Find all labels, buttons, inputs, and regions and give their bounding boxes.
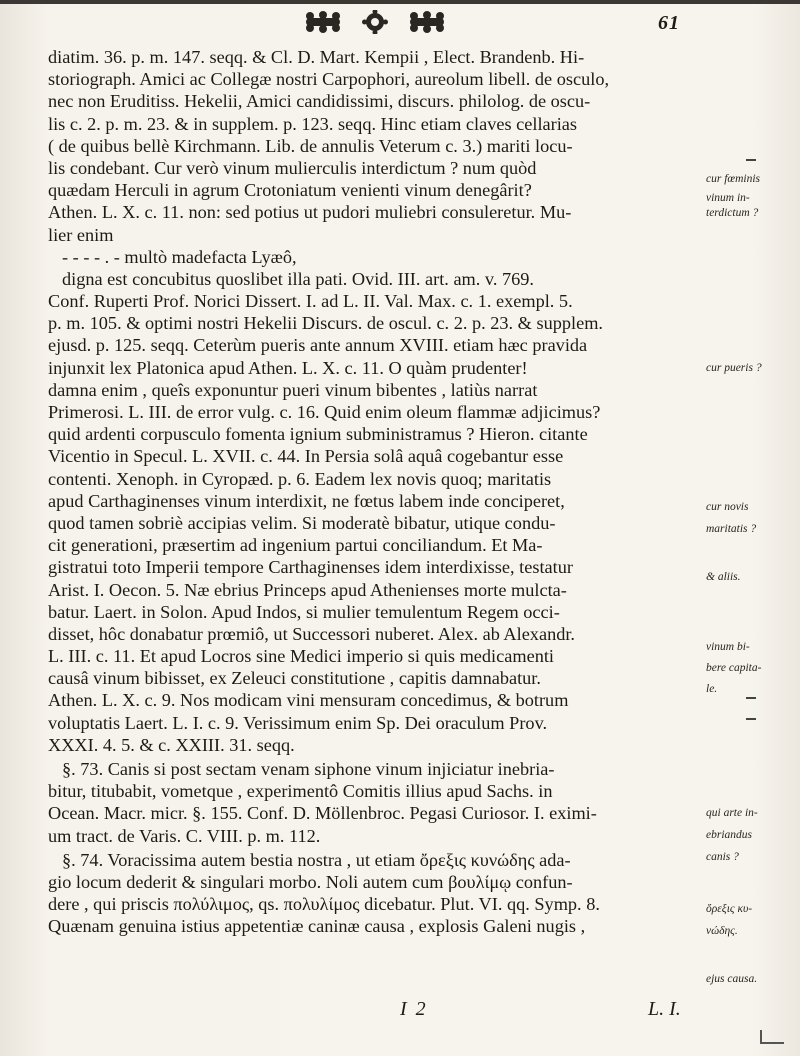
text-line: batur. Laert. in Solon. Apud Indos, si mulier temulentum Regem occi- (48, 601, 560, 622)
text-line: Quænam genuina istius appetentiæ caninæ causa , explosis Galeni nugis , (48, 916, 586, 937)
margin-note: ebriandus (706, 829, 752, 841)
text-line: contenti. Xenoph. in Cyropæd. p. 6. Eadem lex novis quoq; maritatis (48, 468, 552, 489)
margin-note: cur pueris ? (706, 362, 762, 374)
margin-note: qui arte in- (706, 807, 758, 819)
text-line: lis condebant. Cur verò vinum mulierculis interdictum ? num quòd (48, 157, 537, 178)
text-line: Primerosi. L. III. de error vulg. c. 16. Quid enim oleum flammæ adjicimus? (48, 402, 601, 422)
text-line: gio locum dederit & singulari morbo. Noli autem cum βουλίμῳ confun- (48, 871, 573, 892)
text-line: cit generationi, præsertim ad ingenium partui conciliandum. Et Ma- (48, 535, 543, 556)
section-line: §. 74. Voracissima autem bestia nostra , ut etiam ὄρεξις κυνώδης ada- (62, 849, 571, 870)
margin-note: ὄρεξις κυ- (706, 903, 753, 915)
text-line: lis c. 2. p. m. 23. & in supplem. p. 123. seqq. Hinc etiam claves cellarias (48, 113, 578, 134)
margin-dash (746, 159, 756, 161)
text-line: p. m. 105. & optimi nostri Hekelii Discurs. de oscul. c. 2. p. 23. & supplem. (48, 313, 603, 334)
margin-note: bere capita- (706, 662, 762, 674)
margin-note: vinum in- (706, 192, 750, 204)
text-line: disset, hôc donabatur prœmiô, ut Successori nuberet. Alex. ab Alexandr. (48, 623, 575, 644)
text-line: injunxit lex Platonica apud Athen. L. X. c. 11. O quàm prudenter! (48, 357, 528, 378)
text-line: damna enim , queîs exponuntur pueri vinum bibentes , latiùs narrat (48, 379, 538, 400)
text-line: Ocean. Macr. micr. §. 155. Conf. D. Möllenbroc. Pegasi Curiosor. I. eximi- (48, 803, 597, 824)
text-line: quid ardenti corpusculo fomenta ignium subministramus ? Hieron. citante (48, 424, 588, 445)
text-line: diatim. 36. p. m. 147. seqq. & Cl. D. Mart. Kempii , Elect. Brandenb. Hi- (48, 47, 585, 67)
text-line: bitur, titubabit, vometque , experimentô Comitis illius apud Sachs. in (48, 781, 553, 802)
margin-note: cur fœminis (706, 173, 760, 185)
text-line: voluptatis Laert. L. I. c. 9. Verissimum enim Sp. Dei oraculum Prov. (48, 712, 548, 733)
text-line: lier enim (48, 224, 114, 245)
margin-note: canis ? (706, 851, 739, 863)
text-line: quædam Herculi in agrum Crotoniatum venienti vinum denegârit? (48, 180, 532, 201)
margin-note: vinum bi- (706, 641, 750, 653)
text-line: apud Carthaginenses vinum interdixit, ne fœtus labem inde conciperet, (48, 490, 565, 511)
text-line: L. III. c. 11. Et apud Locros sine Medici imperio si quis medicamenti (48, 646, 554, 667)
margin-note: maritatis ? (706, 523, 757, 535)
margin-note: le. (706, 683, 718, 695)
margin-note: & aliis. (706, 571, 741, 583)
margin-note: terdictum ? (706, 207, 759, 219)
margin-dash (746, 697, 756, 699)
text-line: XXXI. 4. 5. & c. XXIII. 31. seqq. (48, 734, 295, 755)
margin-note: cur novis (706, 501, 749, 513)
page-top-edge (0, 0, 800, 4)
corner-mark (760, 1030, 784, 1044)
printers-ornament-fleurons (300, 10, 450, 34)
text-line: storiograph. Amici ac Collegæ nostri Carpophori, aureolum libell. de osculo, (48, 69, 610, 90)
text-line: Arist. I. Oecon. 5. Næ ebrius Princeps apud Athenienses morte mulcta- (48, 579, 567, 600)
text-line: ejusd. p. 125. seqq. Ceterùm pueris ante annum XVIII. etiam hæc pravida (48, 335, 588, 356)
text-line: dere , qui priscis πολύλιμος, qs. πολυλίμος dicebatur. Plut. VI. qq. Symp. 8. (48, 894, 600, 915)
verse-line: - - - - . - multò madefacta Lyæô, (62, 246, 297, 267)
text-line: Athen. L. X. c. 9. Nos modicam vini mensuram concedimus, & botrum (48, 690, 569, 711)
text-line: ( de quibus bellè Kirchmann. Lib. de annulis Veterum c. 3.) mariti locu- (48, 135, 573, 156)
page-number: 61 (658, 12, 680, 34)
margin-dash (746, 718, 756, 720)
margin-note: ejus causa. (706, 973, 758, 985)
margin-note: νώδης. (706, 925, 738, 937)
main-text-block (48, 46, 702, 938)
page-header (0, 6, 800, 40)
text-line: nec non Eruditiss. Hekelii, Amici candidissimi, discurs. philolog. de oscu- (48, 91, 591, 112)
catchword: L. I. (648, 998, 681, 1020)
text-line: causâ vinum bibisset, ex Zeleuci constitutione , capitis damnabatur. (48, 668, 541, 689)
text-line: quod tamen sobriè accipias velim. Si moderatè bibatur, utique condu- (48, 512, 556, 533)
text-line: gistratui toto Imperii tempore Carthaginenses idem interdixisse, testatur (48, 557, 573, 578)
text-line: um tract. de Varis. C. VIII. p. m. 112. (48, 825, 321, 846)
text-line: Conf. Ruperti Prof. Norici Dissert. I. ad L. II. Val. Max. c. 1. exempl. 5. (48, 291, 573, 312)
verse-line: digna est concubitus quoslibet illa pati. Ovid. III. art. am. v. 769. (62, 268, 535, 289)
signature-mark: I 2 (400, 998, 428, 1020)
section-line: §. 73. Canis si post sectam venam siphone vinum injiciatur inebria- (62, 759, 555, 779)
text-line: Athen. L. X. c. 11. non: sed potius ut pudori muliebri consuleretur. Mu- (48, 202, 572, 223)
text-line: Vicentio in Specul. L. XVII. c. 44. In Persia solâ aquâ cogebantur esse (48, 446, 564, 467)
